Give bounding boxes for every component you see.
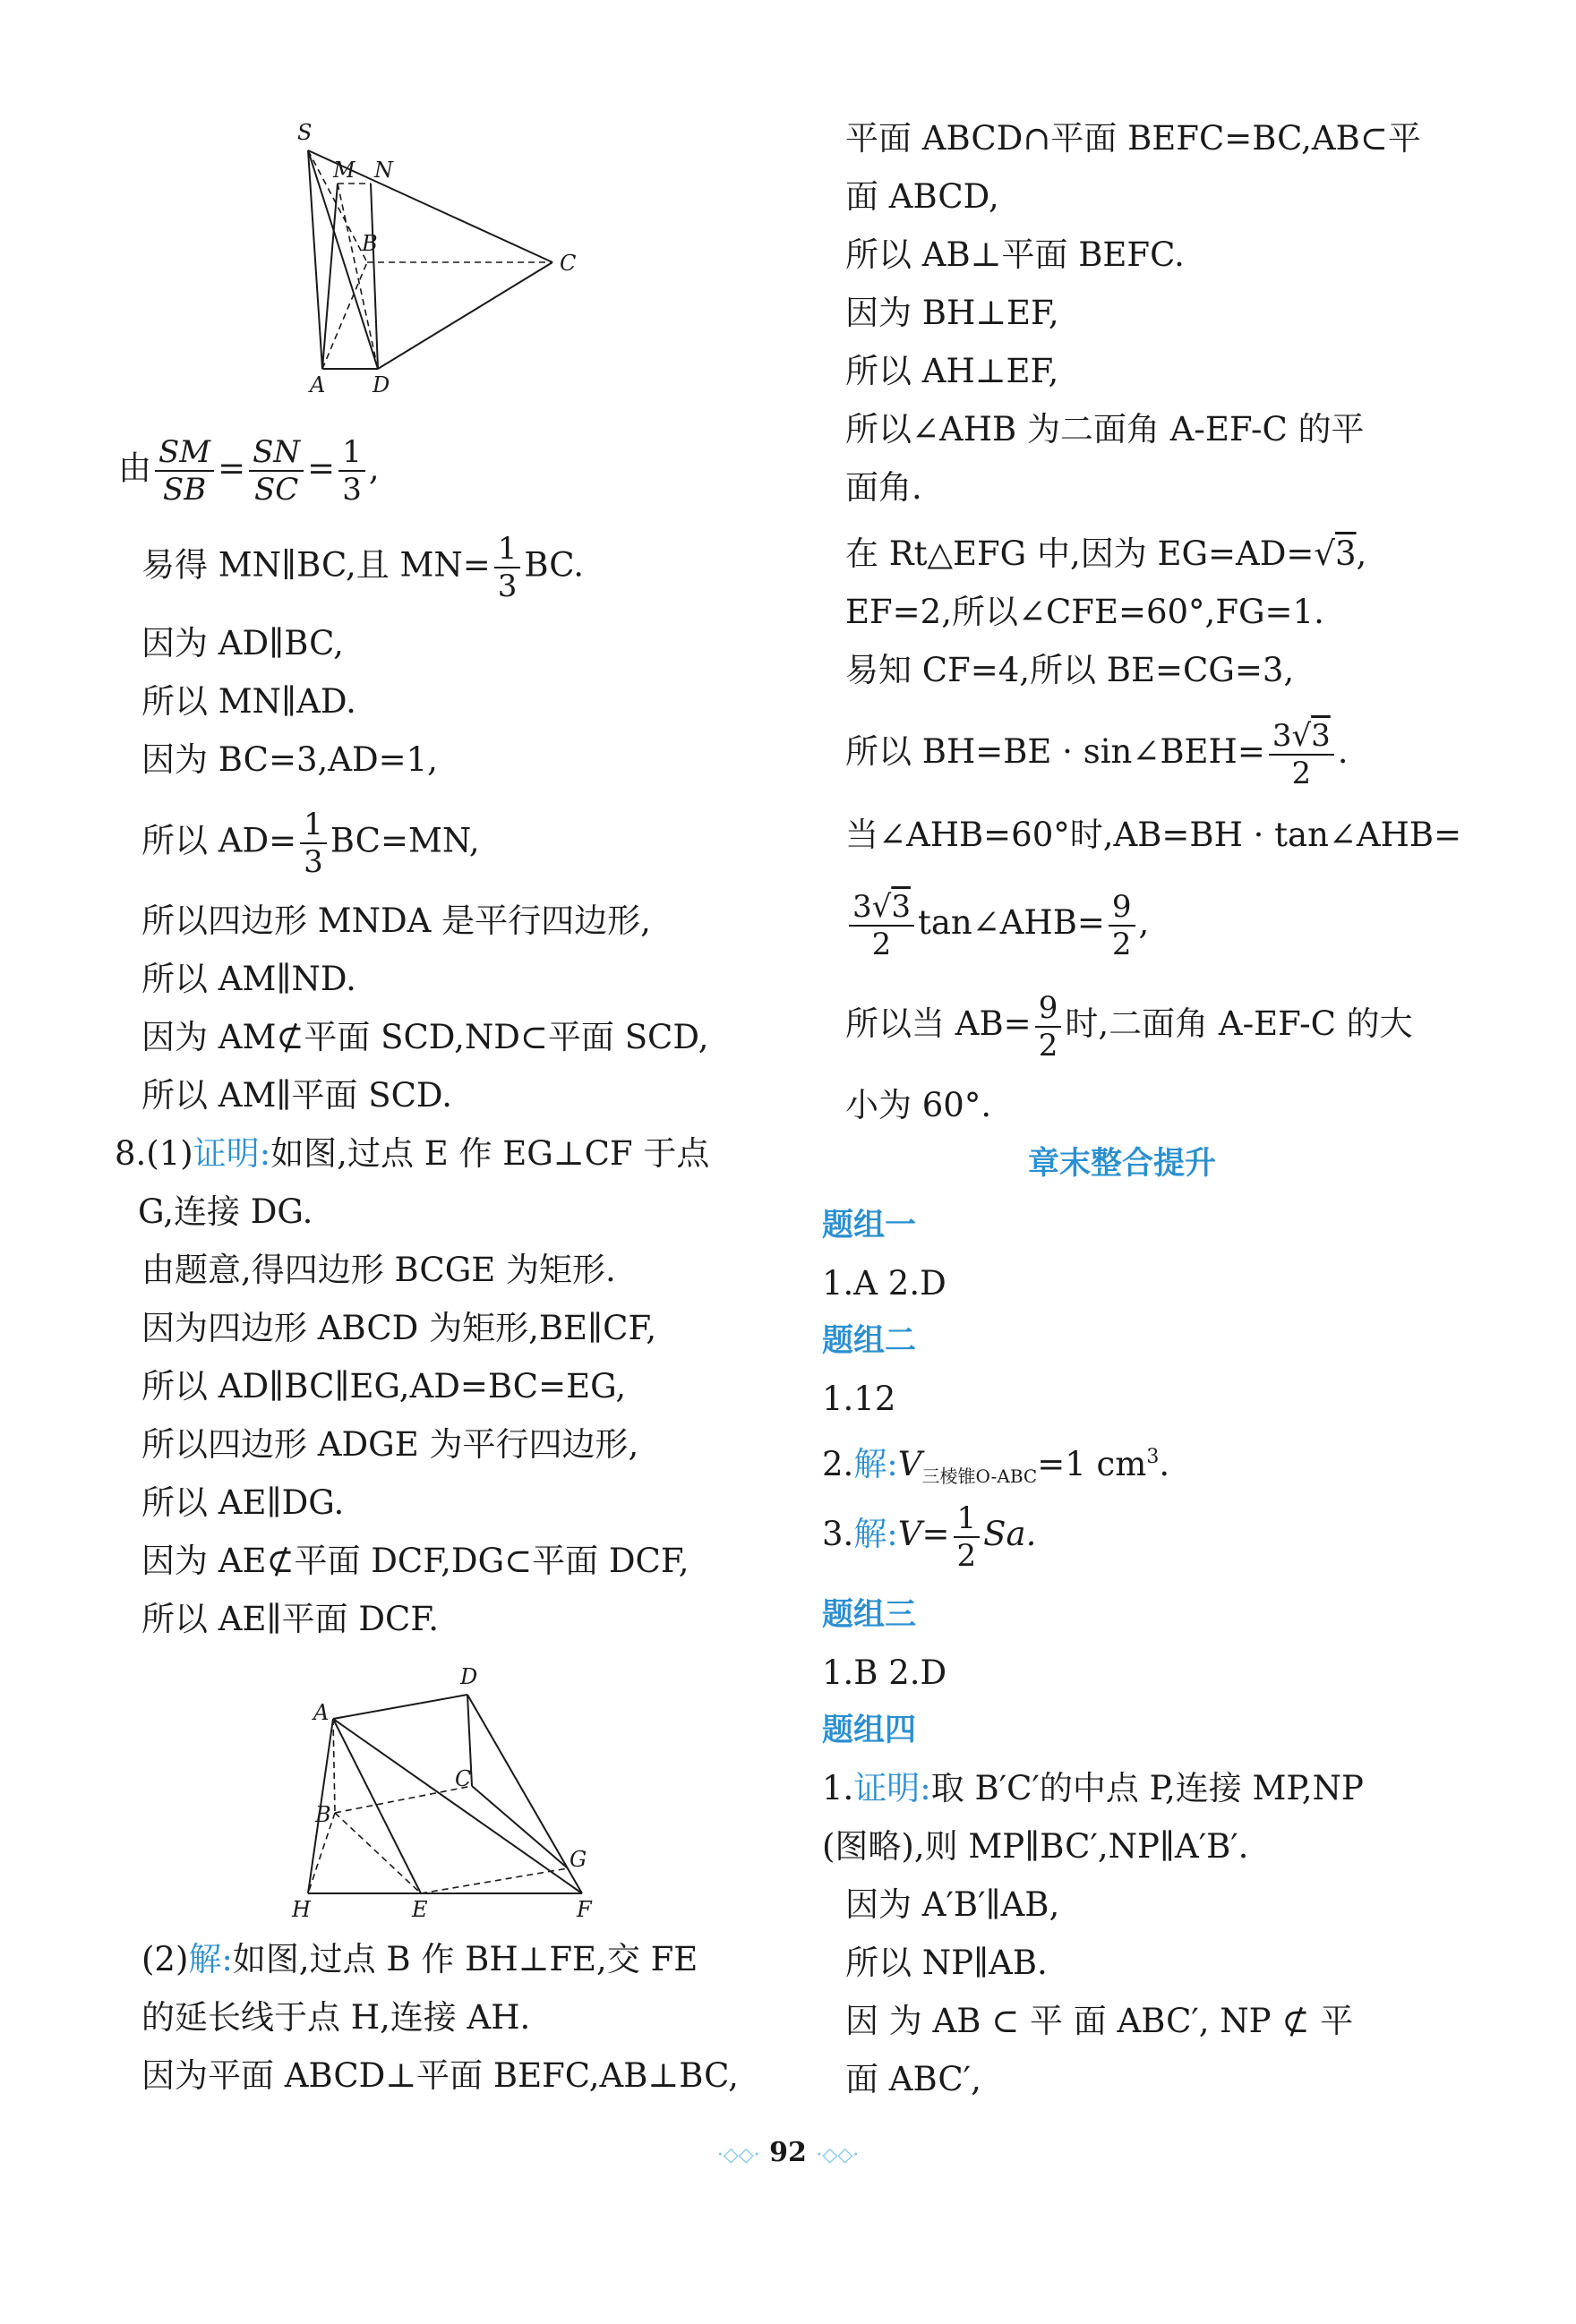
problem-8-part-1 <box>115 1132 709 1176</box>
line: 面 ABCD, <box>845 177 999 216</box>
line: 面 ABC′, <box>845 2060 981 2098</box>
radicand: 3 <box>891 888 911 925</box>
fraction <box>954 1499 981 1574</box>
label-S: S <box>297 120 313 145</box>
solid-diagram <box>288 1661 718 1929</box>
line: 易知 CF=4,所以 BE=CG=3, <box>845 651 1295 689</box>
numerator: 1 <box>338 437 365 472</box>
line-rt-triangle <box>845 532 1366 577</box>
line: 因 为 AB ⊂ 平 面 ABC′, NP ⊄ 平 <box>845 2002 1354 2040</box>
edge-BC <box>335 1786 472 1813</box>
line: 所以 AD∥BC∥EG,AD=BC=EG, <box>141 1367 627 1406</box>
denominator: 2 <box>1038 1027 1058 1064</box>
subscript: 三棱锥O-ABC <box>921 1465 1038 1487</box>
fraction-one-third <box>338 434 365 508</box>
text: 所以当 AB= <box>845 1004 1032 1043</box>
numerator: 3√3 <box>1269 721 1334 756</box>
answers: 1.A 2.D <box>822 1264 946 1303</box>
denominator: 2 <box>1291 755 1312 791</box>
text: tan∠AHB= <box>917 903 1105 942</box>
text: 3. <box>822 1515 854 1553</box>
equals: = <box>218 449 246 488</box>
denominator: 3 <box>304 844 323 880</box>
line-bh-value <box>845 716 1349 791</box>
text: 所以 BH=BE · sin∠BEH= <box>845 732 1265 771</box>
line: 由题意,得四边形 BCGE 为矩形. <box>141 1251 616 1289</box>
line: 因为 BH⊥EF, <box>845 294 1059 332</box>
text: BC. <box>524 545 585 585</box>
label-H: H <box>292 1897 311 1922</box>
numerator: SM <box>155 437 214 472</box>
answer-volume <box>822 1435 1169 1499</box>
coefficient: 3 <box>852 888 872 925</box>
line: 的延长线于点 H,连接 AH. <box>141 1998 531 2037</box>
text: 如图,过点 B 作 BH⊥FE,交 FE <box>232 1940 698 1978</box>
label-B: B <box>362 231 378 256</box>
group-heading: 题组二 <box>822 1323 917 1359</box>
label-F: F <box>577 1897 592 1922</box>
edge-BE <box>335 1813 421 1893</box>
label-C: C <box>560 251 577 276</box>
group-heading: 题组三 <box>822 1597 917 1633</box>
text: . <box>1159 1445 1170 1483</box>
coefficient: 3 <box>1272 717 1292 754</box>
denominator: 3 <box>342 472 362 508</box>
denominator: 3 <box>497 568 518 604</box>
solution-label: 解: <box>853 1515 898 1553</box>
text: . <box>1337 732 1349 771</box>
fraction-sm-sb <box>155 434 214 508</box>
proof-label: 证明: <box>853 1769 931 1807</box>
text: 在 Rt△EFG 中,因为 EG=AD= <box>845 534 1315 573</box>
proof-label: 证明: <box>193 1134 271 1173</box>
text: BC=MN, <box>330 821 480 860</box>
text: V= <box>897 1515 950 1553</box>
line-ab-when <box>845 988 1413 1064</box>
line: 因为 BC=3,AD=1, <box>141 740 438 779</box>
problem-8-part-2 <box>141 1937 698 1982</box>
label-G: G <box>570 1847 587 1872</box>
answer: 1.12 <box>822 1380 896 1418</box>
line: 所以 AH⊥EF, <box>845 352 1059 390</box>
text: Sa. <box>983 1515 1037 1553</box>
line-ab-calc <box>845 886 1149 960</box>
text: 2. <box>822 1445 854 1483</box>
line: G,连接 DG. <box>138 1192 313 1231</box>
answer-formula <box>822 1499 1037 1574</box>
numerator: 9 <box>1035 993 1062 1028</box>
group-heading: 题组一 <box>822 1208 917 1243</box>
sqrt-symbol: √ <box>1314 534 1335 573</box>
denominator: 2 <box>1111 926 1132 962</box>
solution-label: 解: <box>853 1445 898 1483</box>
text: 1. <box>822 1769 854 1807</box>
edge-SA <box>308 150 322 369</box>
superscript: 3 <box>1146 1446 1160 1468</box>
line: 当∠AHB=60°时,AB=BH · tan∠AHB= <box>845 816 1462 854</box>
label-D: D <box>373 372 390 397</box>
label-A: A <box>313 1700 330 1725</box>
text: 由 <box>118 449 151 488</box>
line: 所以四边形 ADGE 为平行四边形, <box>141 1425 639 1464</box>
edge-DC <box>378 262 552 369</box>
line: 所以 AE∥DG. <box>141 1483 345 1522</box>
text: , <box>368 449 380 488</box>
text: V <box>897 1445 922 1483</box>
edge-MA <box>322 184 338 369</box>
line: 面角. <box>845 468 922 507</box>
label-N: N <box>374 158 393 183</box>
solution-label: 解: <box>188 1940 233 1978</box>
line: 所以 AM∥平面 SCD. <box>141 1076 452 1115</box>
line: 所以 AB⊥平面 BEFC. <box>845 235 1185 274</box>
line: 小为 60°. <box>845 1086 992 1124</box>
label-M: M <box>333 158 355 183</box>
fraction <box>1035 989 1062 1064</box>
fraction <box>494 531 521 604</box>
text: , <box>1356 534 1367 573</box>
numerator: 1 <box>494 534 521 568</box>
line-mn-parallel <box>141 531 585 604</box>
answers: 1.B 2.D <box>822 1653 947 1692</box>
denominator: SB <box>162 472 207 508</box>
proof-line <box>822 1766 1364 1811</box>
label-E: E <box>412 1897 428 1922</box>
line: (图略),则 MP∥BC′,NP∥A′B′. <box>822 1827 1249 1866</box>
edge-AE <box>333 1719 421 1893</box>
line: 因为 A′B′∥AB, <box>845 1885 1060 1924</box>
edge-AD <box>333 1695 467 1719</box>
numerator: 1 <box>300 809 327 844</box>
radicand: 3 <box>1335 534 1357 573</box>
numerator: 9 <box>1109 892 1135 927</box>
section-title: 章末整合提升 <box>1028 1146 1217 1182</box>
line: 平面 ABCD∩平面 BEFC=BC,AB⊂平 <box>845 119 1421 158</box>
numerator: SN <box>249 437 304 472</box>
text: 易得 MN∥BC,且 MN= <box>141 545 491 585</box>
text: 取 B′C′的中点 P,连接 MP,NP <box>930 1769 1364 1807</box>
fraction <box>1269 717 1334 791</box>
line-ratio <box>118 434 380 508</box>
text: 如图,过点 E 作 EG⊥CF 于点 <box>270 1134 710 1173</box>
pyramid-diagram <box>288 116 718 412</box>
fraction-sn-sc <box>249 434 304 508</box>
fraction <box>1109 888 1135 962</box>
line: 所以 AE∥平面 DCF. <box>141 1600 439 1638</box>
decoration-left: ·◇◇· <box>716 2144 760 2166</box>
denominator: 2 <box>871 926 892 962</box>
text: , <box>1138 903 1150 942</box>
denominator: SC <box>253 472 299 508</box>
fraction <box>300 807 327 880</box>
line: 因为平面 ABCD⊥平面 BEFC,AB⊥BC, <box>141 2056 739 2095</box>
text: 时,二面角 A-EF-C 的大 <box>1065 1004 1413 1043</box>
page-number <box>698 2131 878 2175</box>
line-ad-value <box>141 807 480 880</box>
page-number-value: 92 <box>769 2137 807 2168</box>
line: 所以∠AHB 为二面角 A-EF-C 的平 <box>845 410 1365 449</box>
line: EF=2,所以∠CFE=60°,FG=1. <box>845 593 1324 631</box>
numerator: 3√3 <box>849 892 914 927</box>
solid-figure <box>288 1661 718 1929</box>
pyramid-figure <box>288 116 718 412</box>
numerator: 1 <box>954 1503 981 1538</box>
line: 所以 NP∥AB. <box>845 1944 1048 1982</box>
text: 8.(1) <box>115 1134 193 1173</box>
line: 因为 AE⊄平面 DCF,DG⊂平面 DCF, <box>141 1542 690 1580</box>
denominator: 2 <box>956 1537 977 1574</box>
line: 因为 AD∥BC, <box>141 624 344 662</box>
label-A: A <box>310 372 326 397</box>
line: 所以 MN∥AD. <box>141 682 356 721</box>
group-heading: 题组四 <box>822 1713 917 1748</box>
label-D: D <box>460 1664 478 1689</box>
text: (2) <box>141 1940 189 1978</box>
text: =1 cm <box>1037 1445 1147 1483</box>
line: 所以四边形 MNDA 是平行四边形, <box>141 901 651 940</box>
text: 所以 AD= <box>141 821 297 860</box>
line: 所以 AM∥ND. <box>141 960 356 998</box>
radicand: 3 <box>1311 717 1331 754</box>
line: 因为 AM⊄平面 SCD,ND⊂平面 SCD, <box>141 1018 709 1056</box>
label-B: B <box>315 1802 331 1827</box>
equals: = <box>307 449 336 488</box>
decoration-right: ·◇◇· <box>816 2144 860 2166</box>
label-C: C <box>455 1766 472 1791</box>
fraction <box>849 888 914 962</box>
edge-EG <box>421 1868 568 1893</box>
line: 因为四边形 ABCD 为矩形,BE∥CF, <box>141 1309 657 1347</box>
edge-AB <box>333 1719 335 1813</box>
